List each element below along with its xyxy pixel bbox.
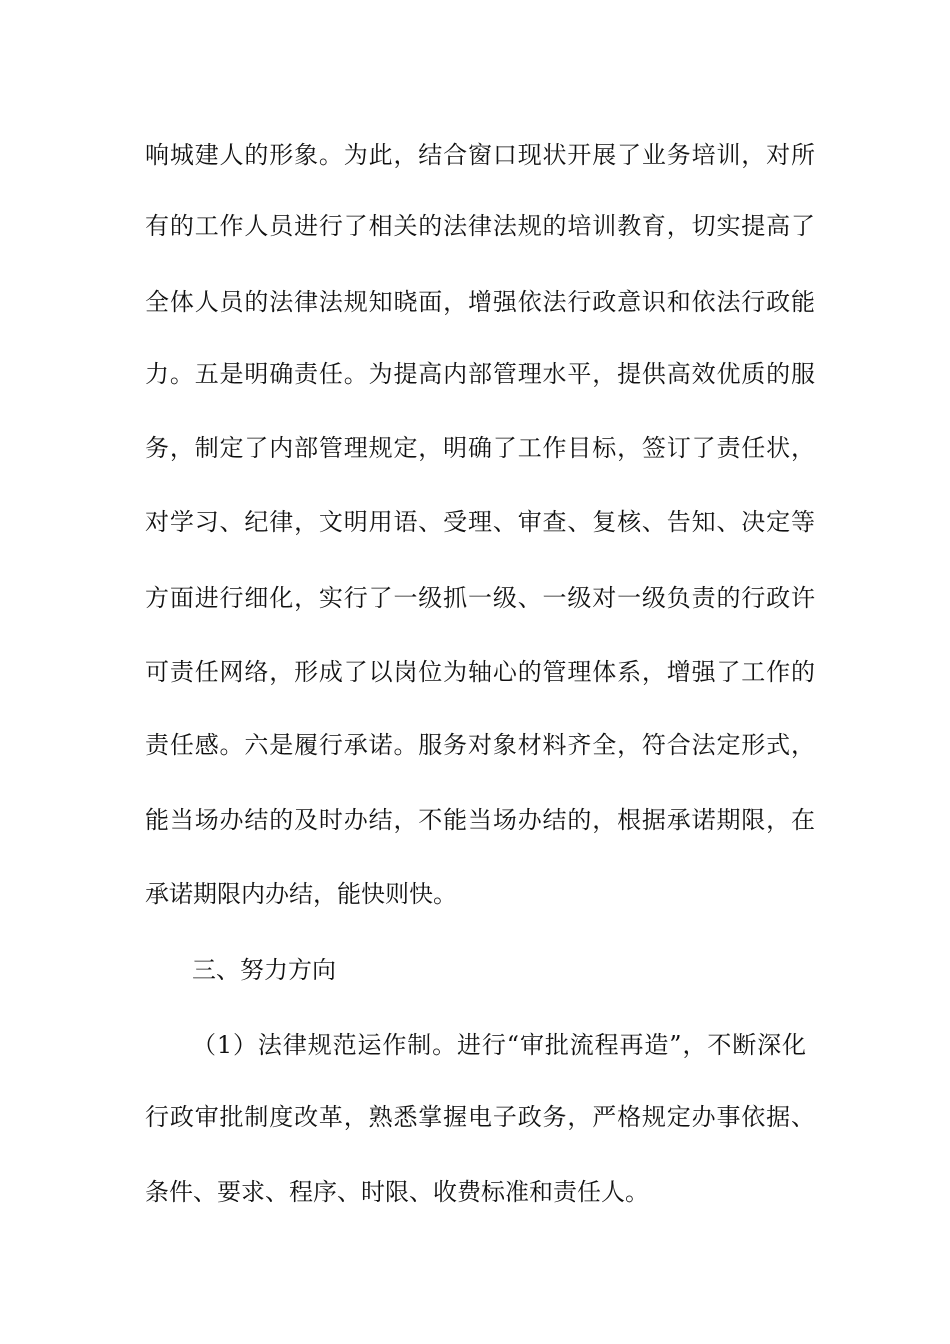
paragraph-line: 务，制定了内部管理规定，明确了工作目标，签订了责任状， bbox=[145, 434, 815, 462]
paragraph-line: 有的工作人员进行了相关的法律法规的培训教育，切实提高了 bbox=[145, 212, 815, 240]
paragraph-line: （1）法律规范运作制。进行“审批流程再造”，不断深化 bbox=[192, 1031, 806, 1059]
section-heading: 三、努力方向 bbox=[192, 956, 336, 984]
paragraph-line: 力。五是明确责任。为提高内部管理水平，提供高效优质的服 bbox=[145, 360, 815, 388]
paragraph-line: 条件、要求、程序、时限、收费标准和责任人。 bbox=[145, 1178, 649, 1206]
paragraph-line: 对学习、纪律，文明用语、受理、审查、复核、告知、决定等 bbox=[145, 508, 815, 536]
paragraph-line: 承诺期限内办结，能快则快。 bbox=[145, 880, 457, 908]
paragraph-line: 响城建人的形象。为此，结合窗口现状开展了业务培训，对所 bbox=[145, 141, 815, 169]
paragraph-line: 责任感。六是履行承诺。服务对象材料齐全，符合法定形式， bbox=[145, 731, 815, 759]
paragraph-line: 可责任网络，形成了以岗位为轴心的管理体系，增强了工作的 bbox=[145, 658, 815, 686]
paragraph-line: 方面进行细化，实行了一级抓一级、一级对一级负责的行政许 bbox=[145, 584, 815, 612]
paragraph-line: 行政审批制度改革，熟悉掌握电子政务，严格规定办事依据、 bbox=[145, 1103, 815, 1131]
paragraph-line: 能当场办结的及时办结，不能当场办结的，根据承诺期限，在 bbox=[145, 806, 815, 834]
paragraph-line: 全体人员的法律法规知晓面，增强依法行政意识和依法行政能 bbox=[145, 288, 815, 316]
